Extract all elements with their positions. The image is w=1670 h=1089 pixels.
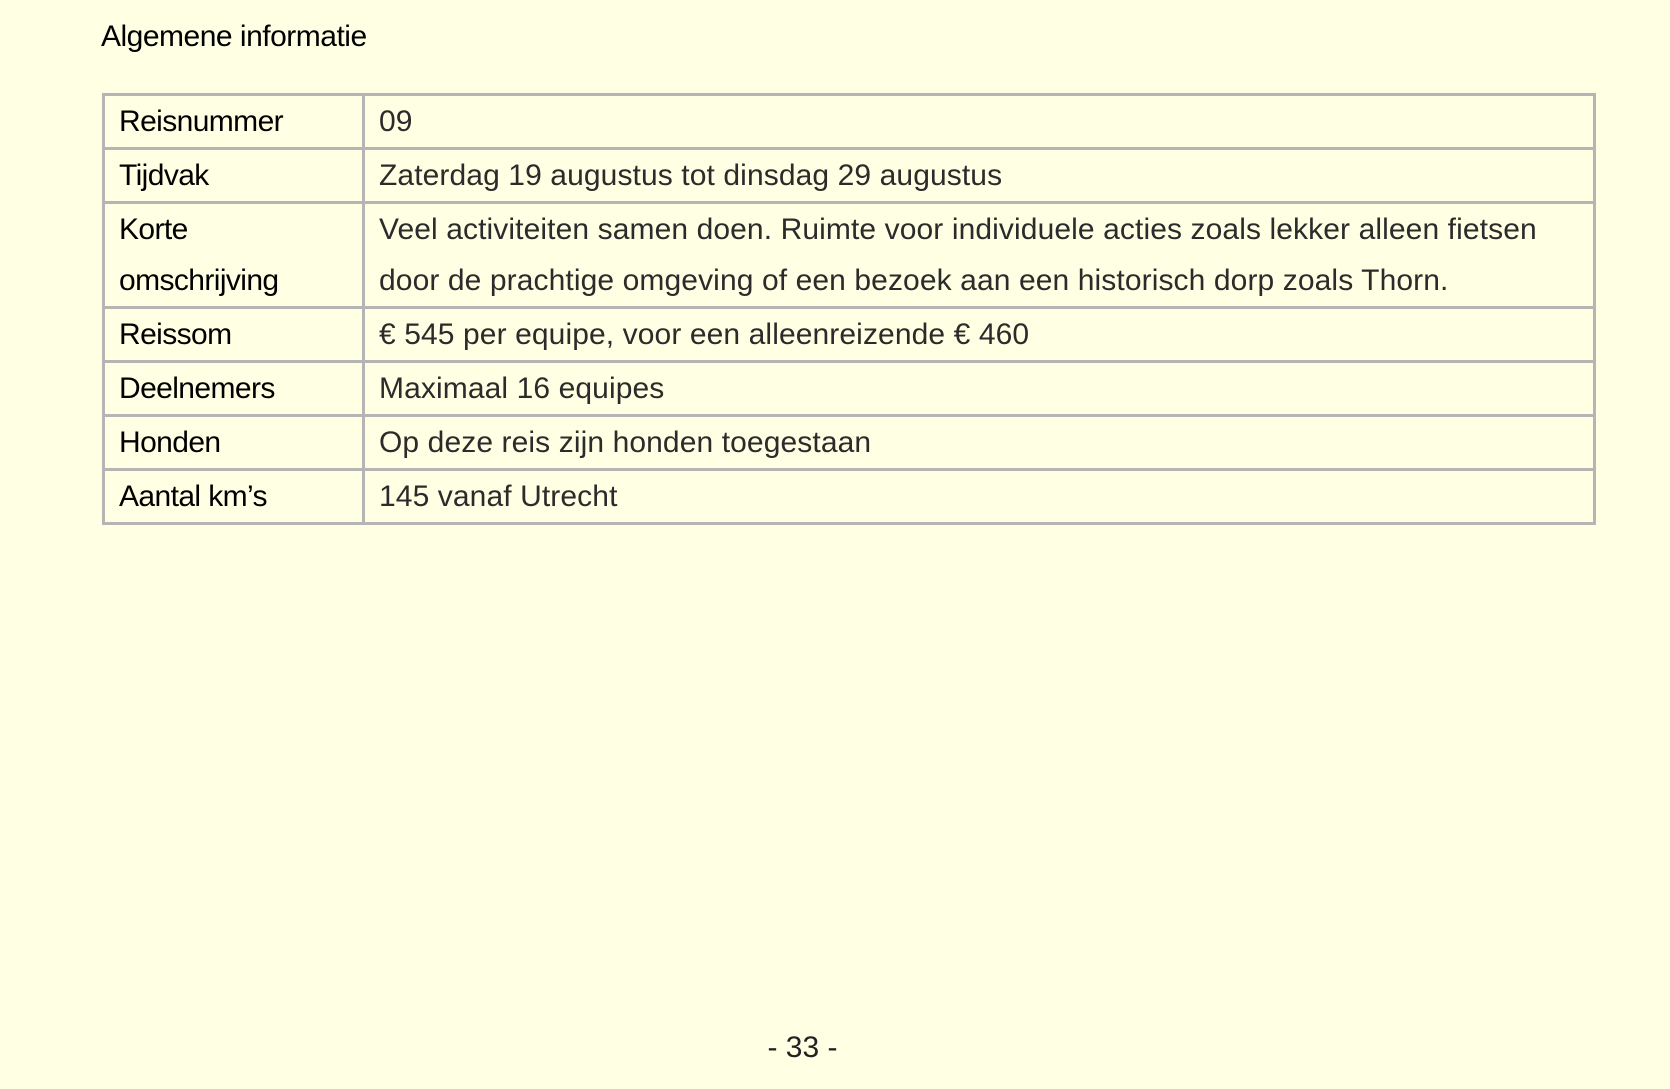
table-row [104, 149, 1595, 203]
row-label: Tijdvak [104, 149, 364, 203]
table-row [104, 362, 1595, 416]
table-row [104, 203, 1595, 308]
table-row [104, 308, 1595, 362]
row-value: Veel activiteiten samen doen. Ruimte voor individuele acties zoals lekker alleen fietsen door de prachtige omgeving of een bezoek aan een historisch dorp zoals Thorn. [364, 203, 1595, 308]
row-value: 09 [364, 95, 1595, 149]
row-value: 145 vanaf Utrecht [364, 470, 1595, 524]
row-label: Reisnummer [104, 95, 364, 149]
table-row [104, 95, 1595, 149]
section-title: Algemene informatie [101, 20, 367, 53]
row-label: Reissom [104, 308, 364, 362]
row-label: Deelnemers [104, 362, 364, 416]
page-number: - 33 - [767, 1031, 838, 1064]
table-row [104, 470, 1595, 524]
table-row [104, 416, 1595, 470]
row-value: Zaterdag 19 augustus tot dinsdag 29 augustus [364, 149, 1595, 203]
row-label: Korte omschrijving [104, 203, 364, 308]
info-table [102, 93, 1596, 525]
row-label: Honden [104, 416, 364, 470]
row-value: Op deze reis zijn honden toegestaan [364, 416, 1595, 470]
row-label: Aantal km’s [104, 470, 364, 524]
row-value: Maximaal 16 equipes [364, 362, 1595, 416]
row-value: € 545 per equipe, voor een alleenreizende € 460 [364, 308, 1595, 362]
